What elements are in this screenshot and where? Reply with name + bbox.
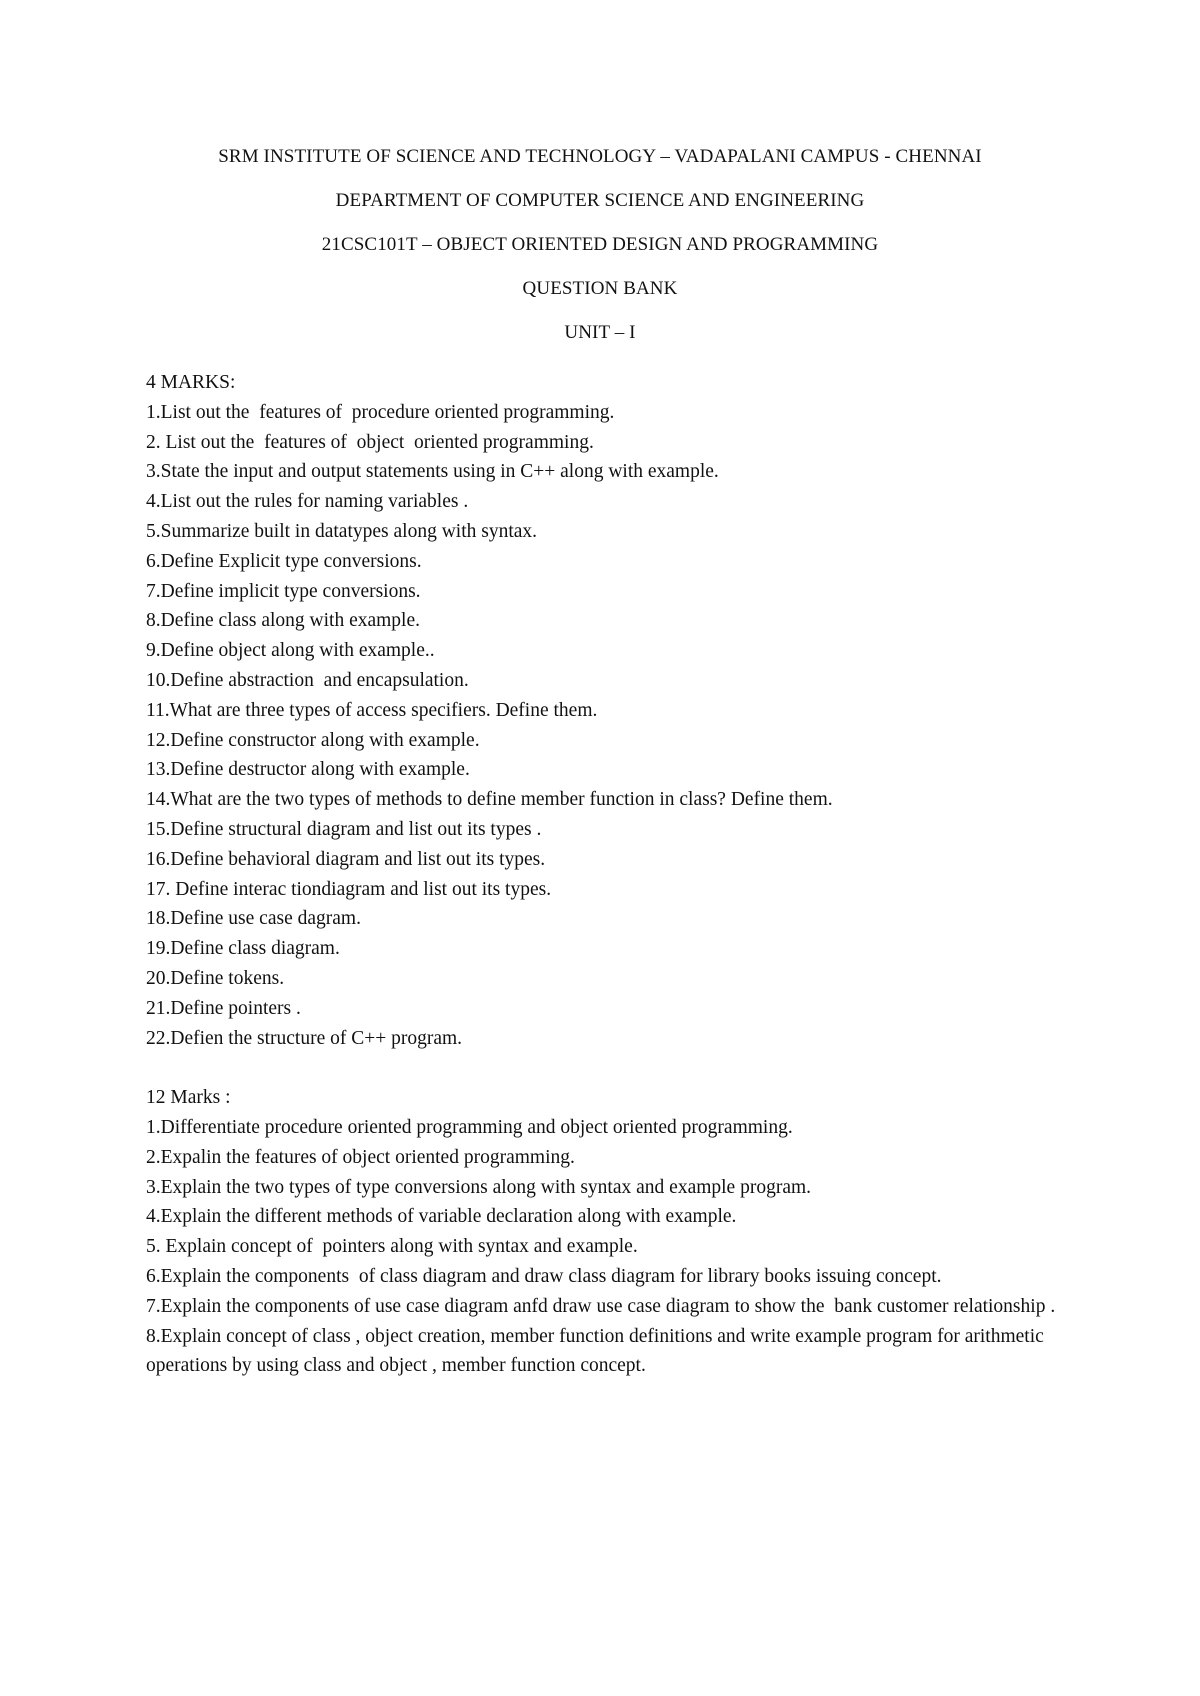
list-item: 2. List out the features of object oriented programming. [146, 431, 594, 453]
list-item: 8.Define class along with example. [146, 610, 420, 632]
list-item: 22.Defien the structure of C++ program. [146, 1027, 463, 1049]
list-item: 4.List out the rules for naming variables . [146, 491, 469, 513]
list-item: 1.Differentiate procedure oriented programming and object oriented programming. [146, 1116, 793, 1138]
list-item: 10.Define abstraction and encapsulation. [146, 669, 469, 691]
list-item: 11.What are three types of access specifiers. Define them. [146, 699, 598, 721]
list-item: 18.Define use case dagram. [146, 908, 361, 930]
list-item: 8.Explain concept of class , object creation, member function definitions and write example program for arithmetic operations by using class and object , member function concept. [146, 1325, 1049, 1377]
list-item: 1.List out the features of procedure oriented programming. [146, 401, 615, 423]
list-item: 3.State the input and output statements using in C++ along with example. [146, 461, 719, 483]
list-item: 21.Define pointers . [146, 997, 301, 1019]
list-item: 17. Define interac tiondiagram and list out its types. [146, 878, 552, 900]
twelve-marks-heading: 12 Marks : [146, 1087, 231, 1109]
list-item: 7.Define implicit type conversions. [146, 580, 421, 602]
course-title: 21CSC101T – OBJECT ORIENTED DESIGN AND PROGRAMMING [321, 234, 879, 255]
four-marks-list [146, 398, 1066, 1054]
list-item: 5.Summarize built in datatypes along with syntax. [146, 520, 538, 542]
list-item: 14.What are the two types of methods to define member function in class? Define them. [146, 789, 833, 811]
list-item: 20.Define tokens. [146, 967, 285, 989]
institute-name: SRM INSTITUTE OF SCIENCE AND TECHNOLOGY – VADAPALANI CAMPUS - CHENNAI [218, 146, 982, 167]
question-body [146, 368, 1066, 1381]
list-item: 19.Define class diagram. [146, 938, 340, 960]
department-name: DEPARTMENT OF COMPUTER SCIENCE AND ENGINEERING [335, 190, 865, 211]
document-header [0, 146, 1200, 366]
list-item: 16.Define behavioral diagram and list out its types. [146, 848, 546, 870]
list-item: 12.Define constructor along with example. [146, 729, 480, 751]
list-item: 6.Explain the components of class diagram and draw class diagram for library books issuing concept. [146, 1265, 942, 1287]
list-item: 2.Expalin the features of object oriented programming. [146, 1146, 575, 1168]
list-item: 6.Define Explicit type conversions. [146, 550, 422, 572]
document-type: QUESTION BANK [522, 278, 678, 299]
unit-title: UNIT – I [564, 322, 636, 343]
twelve-marks-list [146, 1113, 1066, 1381]
list-item: 9.Define object along with example.. [146, 640, 435, 662]
list-item: 4.Explain the different methods of variable declaration along with example. [146, 1206, 737, 1228]
list-item: 7.Explain the components of use case diagram anfd draw use case diagram to show the bank customer relationship . [146, 1295, 1056, 1317]
four-marks-heading: 4 MARKS: [146, 372, 236, 393]
list-item: 13.Define destructor along with example. [146, 759, 470, 781]
list-item: 15.Define structural diagram and list out its types . [146, 818, 542, 840]
section-spacer [146, 1053, 1066, 1083]
list-item: 3.Explain the two types of type conversions along with syntax and example program. [146, 1176, 812, 1198]
list-item: 5. Explain concept of pointers along with syntax and example. [146, 1236, 638, 1258]
